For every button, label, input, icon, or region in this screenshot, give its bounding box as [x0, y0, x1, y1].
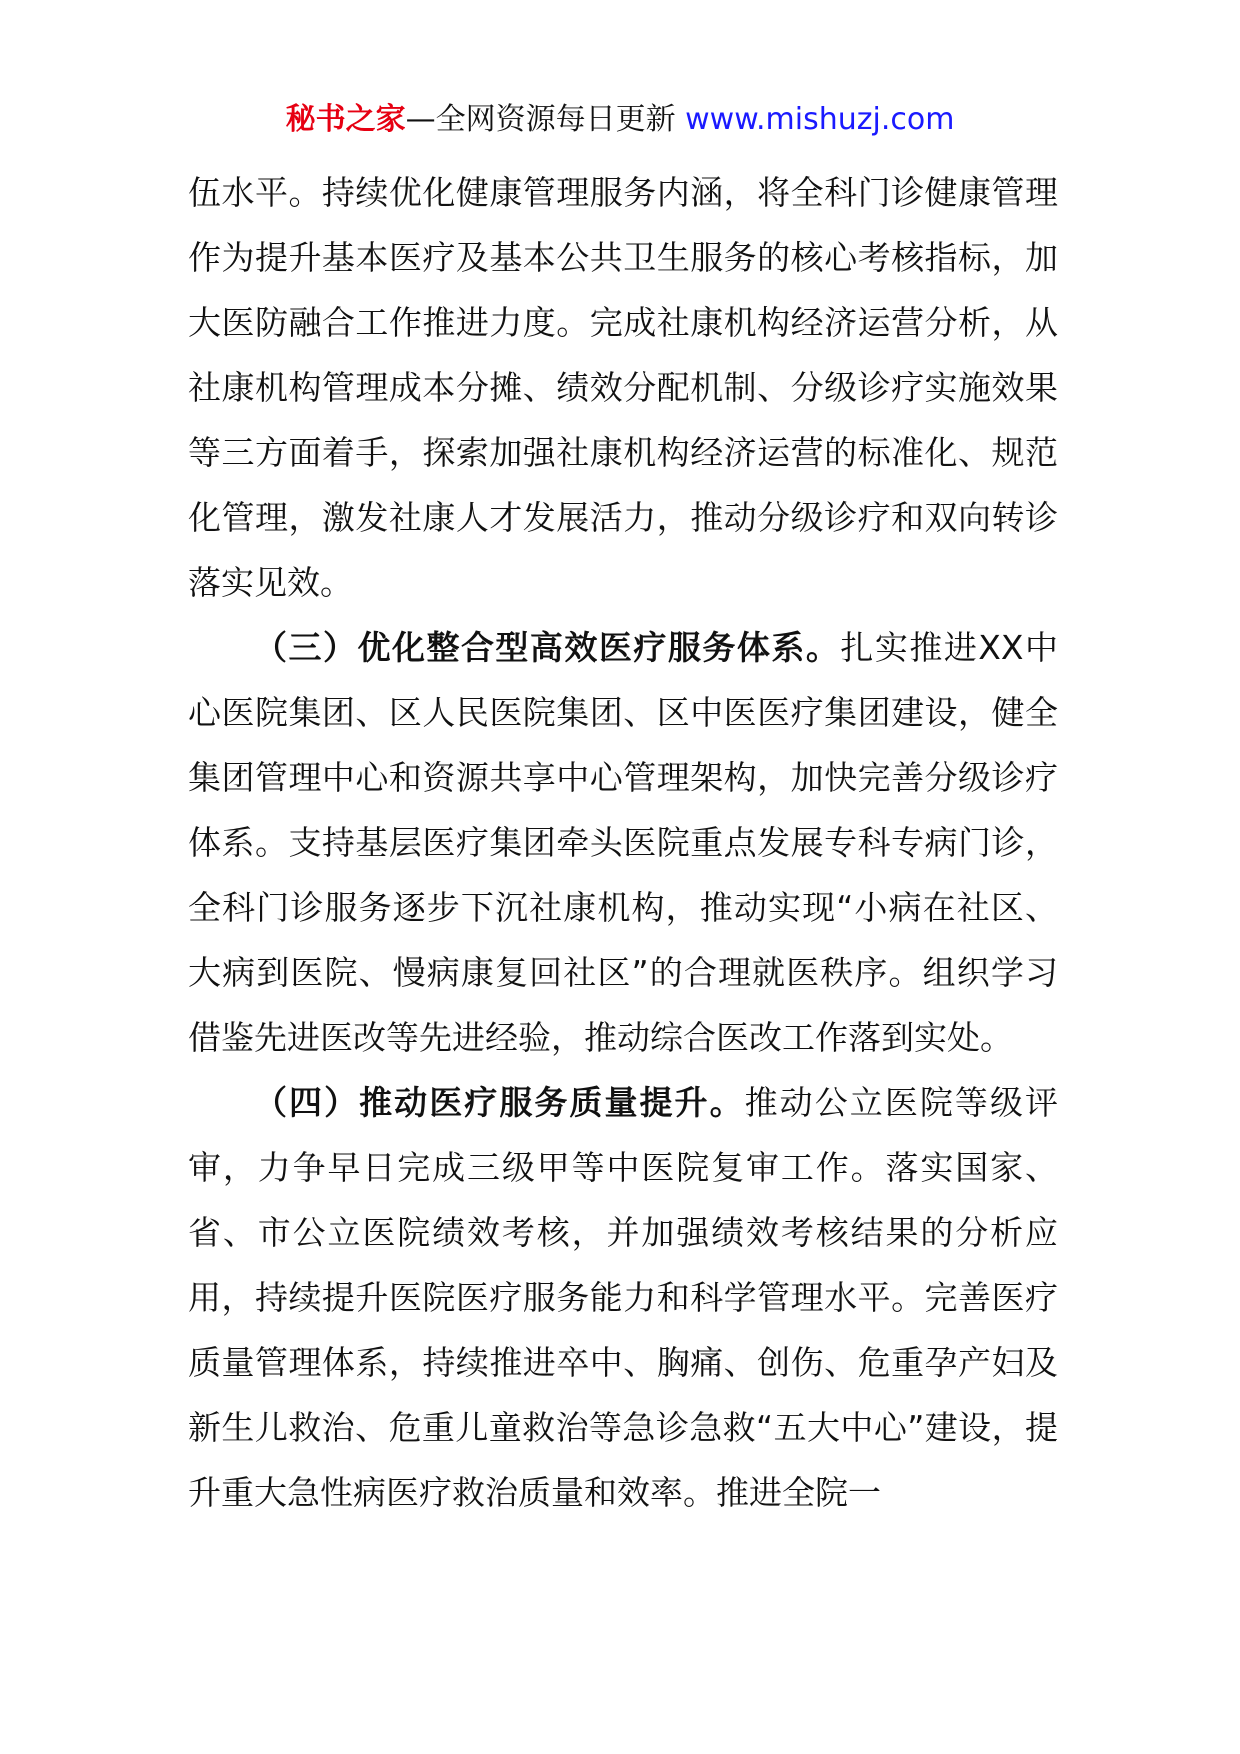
section-heading-3: （三）优化整合型高效医疗服务体系。	[254, 628, 841, 667]
paragraph-text: 推动公立医院等级评审，力争早日完成三级甲等中医院复审工作。落实国家、省、市公立医院绩效考核，并加强绩效考核结果的分析应用，持续提升医院医疗服务能力和科学管理水平。完善医疗质量管理体系，持续推进卒中、胸痛、创伤、危重孕产妇及新生儿救治、危重儿童救治等急诊急救“五大中心”建设，提升重大急性病医疗救治质量和效率。推进全院一	[188, 1083, 1059, 1512]
page-header	[0, 100, 1240, 140]
brand-name: 秘书之家	[285, 102, 406, 137]
header-slogan: —全网资源每日更新	[405, 102, 686, 137]
section-heading-4: （四）推动医疗服务质量提升。	[254, 1083, 745, 1122]
paragraph-section-4	[188, 1070, 1058, 1525]
website-link[interactable]: www.mishuzj.com	[685, 102, 955, 137]
document-body	[188, 160, 1058, 1525]
paragraph-text: 伍水平。持续优化健康管理服务内涵，将全科门诊健康管理作为提升基本医疗及基本公共卫生服务的核心考核指标，加大医防融合工作推进力度。完成社康机构经济运营分析，从社康机构管理成本分摊、绩效分配机制、分级诊疗实施效果等三方面着手，探索加强社康机构经济运营的标准化、规范化管理，激发社康人才发展活力，推动分级诊疗和双向转诊落实见效。	[188, 173, 1058, 602]
paragraph-section-3	[188, 615, 1058, 1070]
paragraph-continuation	[188, 160, 1058, 615]
paragraph-text: 扎实推进XX中心医院集团、区人民医院集团、区中医医疗集团建设，健全集团管理中心和资源共享中心管理架构，加快完善分级诊疗体系。支持基层医疗集团牵头医院重点发展专科专病门诊，全科门诊服务逐步下沉社康机构，推动实现“小病在社区、大病到医院、慢病康复回社区”的合理就医秩序。组织学习借鉴先进医改等先进经验，推动综合医改工作落到实处。	[188, 628, 1059, 1057]
